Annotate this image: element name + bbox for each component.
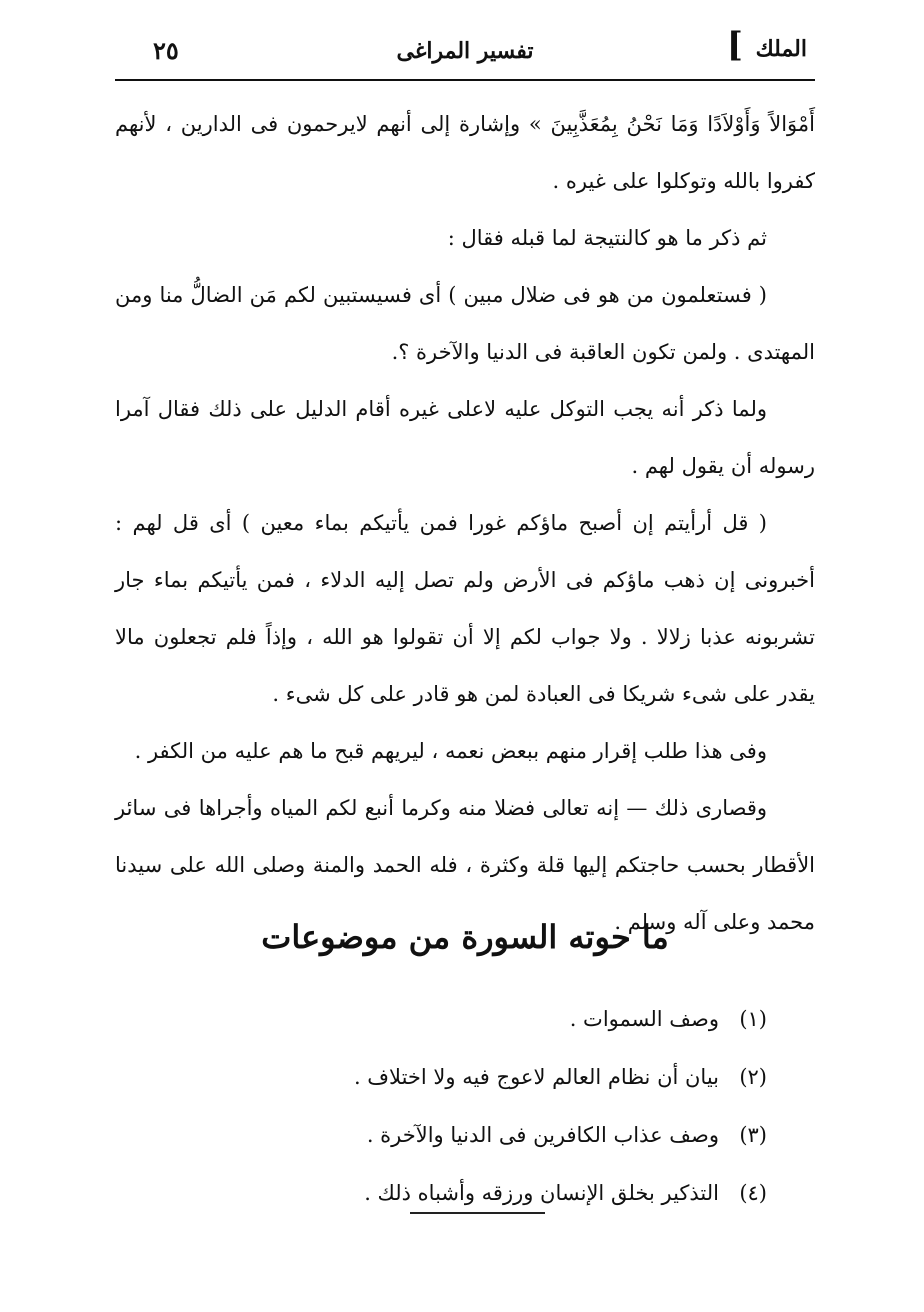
section-heading: ما حوته السورة من موضوعات (261, 918, 669, 956)
item-number: (٣) (739, 1123, 767, 1147)
paragraph: أَمْوَالاً وَأَوْلاَدًا وَمَا نَحْنُ بِمُعَذَّبِينَ » وإشارة إلى أنهم لايرحمون فى الدارين ، لأنهم كفروا بالله وتوكلوا على غيره . (115, 112, 815, 193)
book-title: تفسير المراغى (396, 38, 534, 64)
page-number: ٢٥ (153, 36, 179, 65)
closing-rule (410, 1212, 545, 1214)
paragraph: ولما ذكر أنه يجب التوكل عليه لاعلى غيره أقام الدليل على ذلك فقال آمرا رسوله أن يقول لهم . (115, 397, 815, 478)
commentary-body (115, 96, 815, 951)
list-item (115, 1048, 815, 1106)
paragraph: ( فستعلمون من هو فى ضلال مبين ) أى فسيستبين لكم مَن الضالُّ منا ومن المهتدى . ولمن تكون العاقبة فى الدنيا والآخرة ؟. (115, 283, 815, 364)
paragraph: وقصارى ذلك — إنه تعالى فضلا منه وكرما أنبع لكم المياه وأجراها فى سائر الأقطار بحسب حاجتكم إليها قلة وكثرة ، فله الحمد والمنة وصلى الله على سيدنا محمد وعلى آله وسلم . (115, 796, 815, 934)
item-text: وصف السموات . (569, 1007, 719, 1031)
topics-list (115, 990, 815, 1222)
paragraph: وفى هذا طلب إقرار منهم ببعض نعمه ، ليريهم قبح ما هم عليه من الكفر . (134, 739, 767, 763)
item-text: وصف عذاب الكافرين فى الدنيا والآخرة . (366, 1123, 719, 1147)
paragraph: ( قل أرأيتم إن أصبح ماؤكم غورا فمن يأتيكم بماء معين ) أى قل لهم : أخبرونى إن ذهب ماؤكم فى الأرض ولم تصل إليه الدلاء ، فمن يأتيكم بماء جار تشربونه عذبا زلالا . ولا جواب لكم إلا أن تقولوا هو الله ، وإذاً فلم تجعلون مالا يقدر على شىء شريكا فى العبادة لمن هو قادر على كل شىء . (115, 511, 815, 706)
list-item (115, 990, 815, 1048)
item-number: (٤) (739, 1181, 767, 1205)
header-rule (115, 79, 815, 81)
item-number: (١) (739, 1007, 767, 1031)
list-item (115, 1106, 815, 1164)
header-bracket: ] (726, 25, 743, 65)
item-text: التذكير بخلق الإنسان ورزقه وأشباه ذلك . (364, 1181, 719, 1205)
page-header (115, 22, 815, 82)
item-number: (٢) (739, 1065, 767, 1089)
paragraph: ثم ذكر ما هو كالنتيجة لما قبله فقال : (447, 226, 767, 250)
item-text: بيان أن نظام العالم لاعوج فيه ولا اختلاف . (353, 1065, 719, 1089)
surah-name: الملك (755, 36, 807, 62)
